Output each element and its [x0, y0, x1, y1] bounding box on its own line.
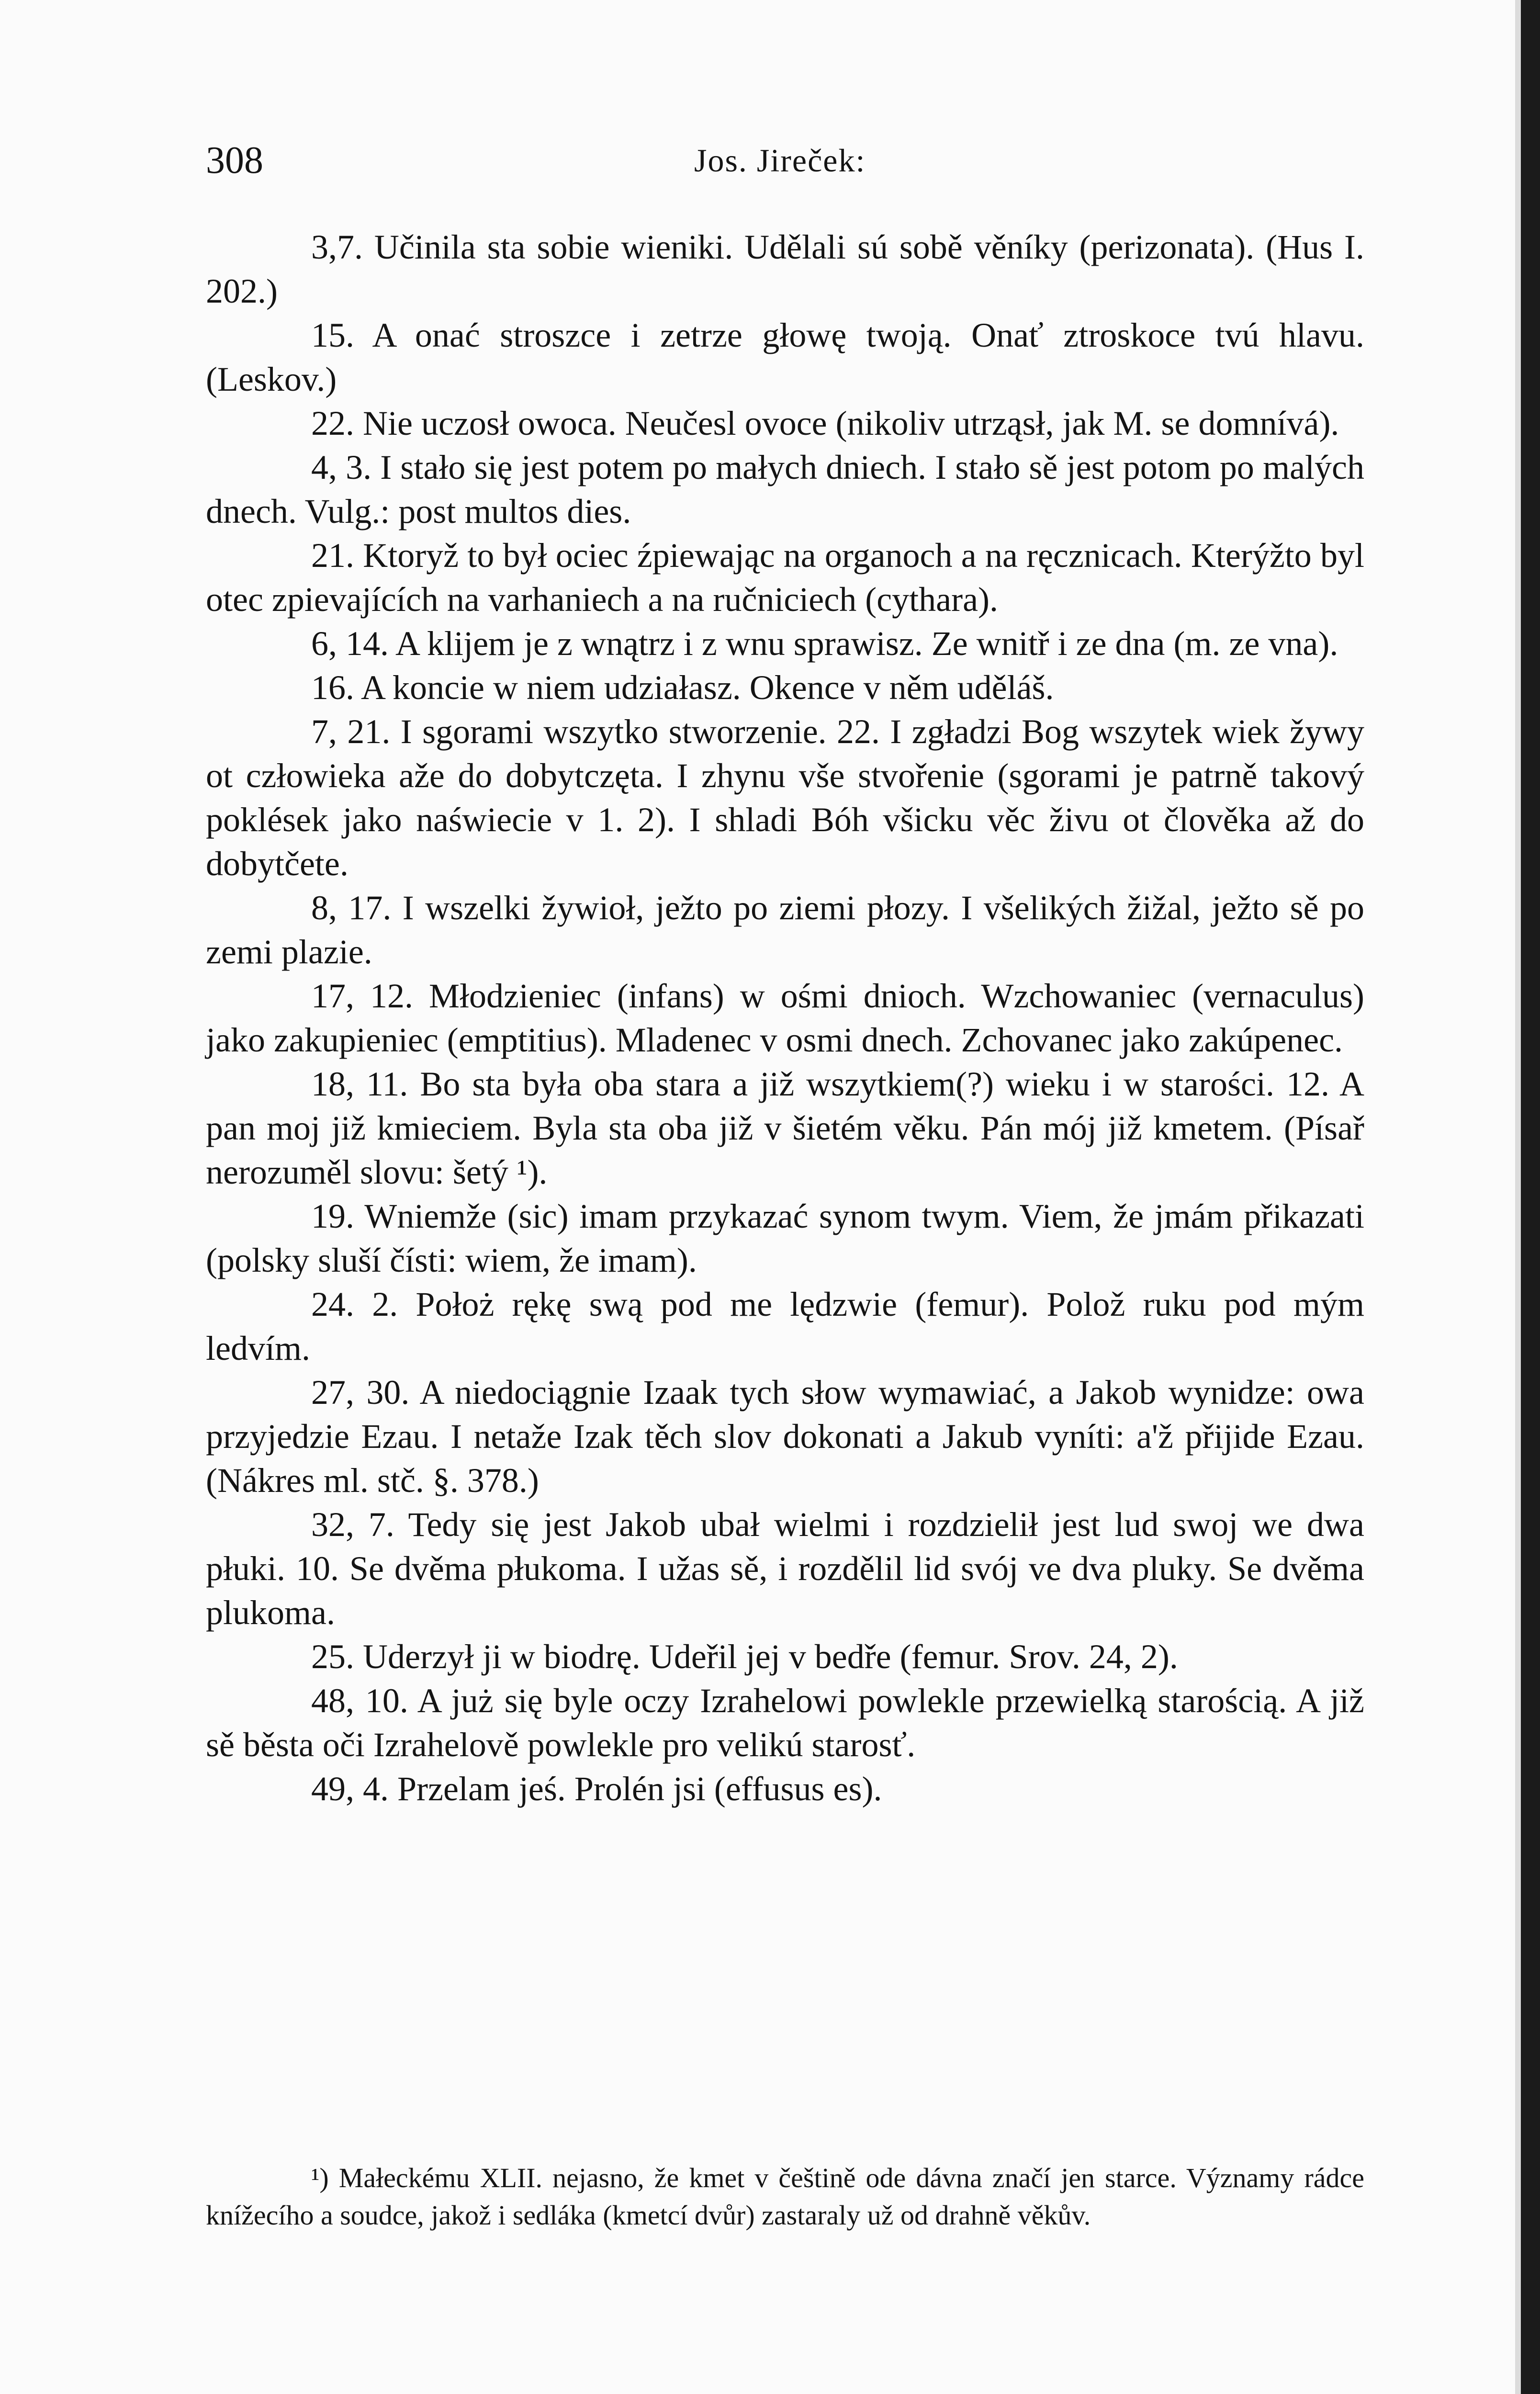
paragraph: 16. A koncie w niem udziałasz. Okence v něm uděláš. [311, 668, 1054, 707]
page-number: 308 [206, 139, 263, 181]
paragraph: 27, 30. A niedociągnie Izaak tych słow wymawiać, a Jakob wynidze: owa przyjedzie Ezau. I netaže Izak těch slov dokonati a Jakub vyníti: a'ž přijide Ezau. (Nákres ml. stč. §. 378.) [206, 1373, 1364, 1500]
paragraph: 49, 4. Przelam jeś. Prolén jsi (effusus es). [311, 1770, 882, 1808]
scan-edge [1521, 0, 1540, 2394]
paragraph: 8, 17. I wszelki žywioł, ježto po ziemi płozy. I všelikých žižal, ježto sě po zemi plazie. [206, 889, 1364, 971]
paragraph: 25. Uderzył ji w biodrę. Udeřil jej v bedře (femur. Srov. 24, 2). [311, 1637, 1178, 1676]
footnotes [206, 2159, 1364, 2234]
paragraph: 15. A onać stroszce i zetrze głowę twoją. Onať ztroskoce tvú hlavu. (Leskov.) [206, 316, 1364, 398]
paragraph: 3,7. Učinila sta sobie wieniki. Udělali sú sobě věníky (perizonata). (Hus I. 202.) [206, 228, 1364, 310]
paragraph: 22. Nie uczosł owoca. Neučesl ovoce (nikoliv utrząsł, jak M. se domnívá). [311, 404, 1339, 442]
paragraph: 7, 21. I sgorami wszytko stworzenie. 22. I zgładzi Bog wszytek wiek žywy ot człowieka aže do dobytczęta. I zhynu vše stvořenie (sgorami je patrně takový poklések jako naświecie v 1. 2). I shladi Bóh všicku věc živu ot člověka až do dobytčete. [206, 712, 1364, 883]
paragraph: 24. 2. Położ rękę swą pod me lędzwie (femur). Polož ruku pod mým ledvím. [206, 1285, 1364, 1367]
paragraph: 19. Wniemže (sic) imam przykazać synom twym. Viem, že jmám přikazati (polsky sluší čísti: wiem, že imam). [206, 1197, 1364, 1279]
paragraph: 17, 12. Młodzieniec (infans) w ośmi dnioch. Wzchowaniec (vernaculus) jako zakupieniec (emptitius). Mladenec v osmi dnech. Zchovanec jako zakúpenec. [206, 977, 1364, 1059]
page-header [206, 134, 1364, 187]
scan-edge-shadow [1515, 0, 1521, 2394]
running-head: Jos. Jireček: [694, 142, 866, 179]
paragraph: 32, 7. Tedy się jest Jakob ubał wielmi i rozdzielił jest lud swoj we dwa płuki. 10. Se dvěma płukoma. I užas sě, i rozdělil lid svój ve dva pluky. Se dvěma plukoma. [206, 1505, 1364, 1632]
paragraph: 21. Ktoryž to był ociec źpiewając na organoch a na ręcznicach. Kterýžto byl otec zpievajících na varhaniech a na ručniciech (cythara). [206, 536, 1364, 619]
body-text [206, 225, 1364, 1811]
paragraph: 48, 10. A już się byle oczy Izrahelowi powlekle przewielką starością. A již sě běsta oči Izrahelově powlekle pro velikú starosť. [206, 1682, 1364, 1764]
paragraph: 18, 11. Bo sta była oba stara a již wszytkiem(?) wieku i w starości. 12. A pan moj již kmieciem. Byla sta oba již v šietém věku. Pán mój již kmetem. (Písař nerozuměl slovu: šetý ¹). [206, 1065, 1364, 1191]
footnote: ¹) Małeckému XLII. nejasno, že kmet v češtině ode dávna značí jen starce. Významy rádce knížecího a soudce, jakož i sedláka (kmetcí dvůr) zastaraly už od drahně věkův. [206, 2162, 1364, 2231]
paragraph: 4, 3. I stało się jest potem po małych dniech. I stało sě jest potom po malých dnech. Vulg.: post multos dies. [206, 448, 1364, 531]
paragraph: 6, 14. A klijem je z wnątrz i z wnu sprawisz. Ze wnitř i ze dna (m. ze vna). [311, 624, 1338, 663]
